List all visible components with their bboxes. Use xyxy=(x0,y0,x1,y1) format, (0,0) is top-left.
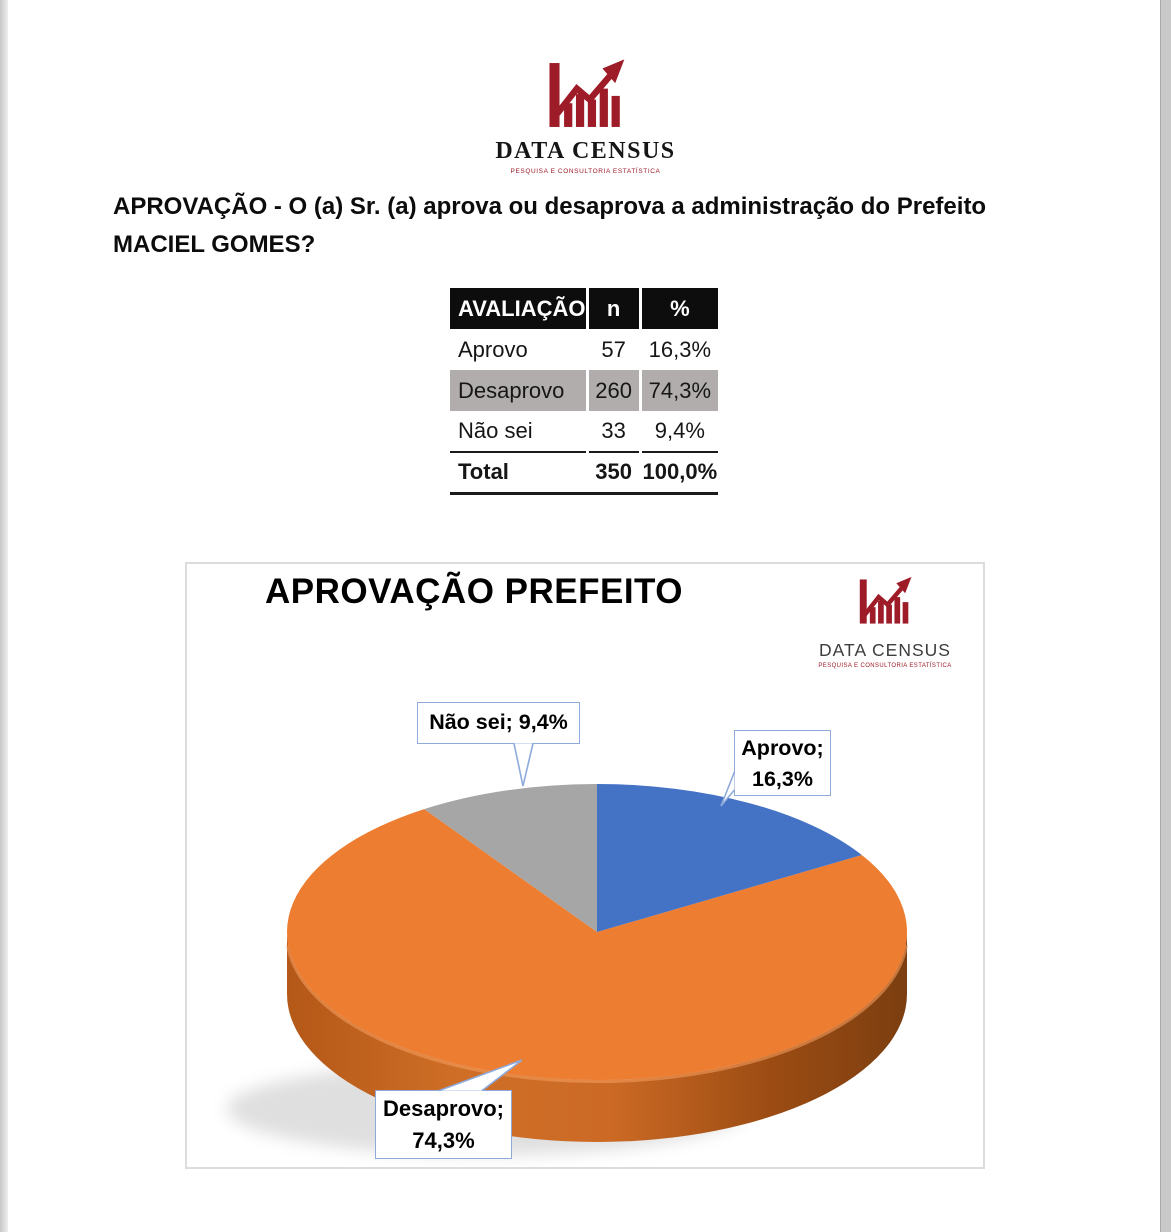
cell-label: Total xyxy=(450,452,587,493)
chart-panel xyxy=(185,562,985,1169)
brand-name: DATA CENSUS xyxy=(819,640,951,660)
cell-n: 350 xyxy=(587,452,640,493)
header-percent: % xyxy=(640,288,718,329)
bar-chart-arrow-icon xyxy=(426,55,746,140)
results-table xyxy=(450,288,718,495)
table-header-row xyxy=(450,288,718,329)
cell-n: 260 xyxy=(587,370,640,411)
brand-name: DATA CENSUS xyxy=(495,138,676,164)
brand-tagline: PESQUISA E CONSULTORIA ESTATÍSTICA xyxy=(818,663,952,669)
chart-title: APROVAÇÃO PREFEITO xyxy=(265,572,684,611)
page-edge-right xyxy=(1160,0,1171,1232)
cell-percent: 100,0% xyxy=(640,452,718,493)
cell-percent: 9,4% xyxy=(640,411,718,452)
callout-desaprovo-line2: 74,3% xyxy=(412,1128,475,1153)
cell-n: 33 xyxy=(587,411,640,452)
cell-label: Aprovo xyxy=(458,336,528,362)
survey-question-heading: APROVAÇÃO - O (a) Sr. (a) aprova ou desaprova a administração do Prefeito MACIEL GOMES? xyxy=(113,193,987,258)
cell-label: Desaprovo xyxy=(450,370,587,411)
callout-desaprovo xyxy=(375,1090,512,1159)
data-census-logo xyxy=(426,55,746,175)
callout-nao-sei-text: Não sei; 9,4% xyxy=(429,710,568,734)
cell-label: Não sei xyxy=(458,418,533,443)
callout-desaprovo-line1: Desaprovo; xyxy=(382,1096,505,1121)
table-row-aprovo xyxy=(450,329,718,370)
header-avaliacao: AVALIAÇÃO xyxy=(450,288,587,329)
table-row-nao-sei xyxy=(450,411,718,452)
callout-nao-sei xyxy=(417,702,580,744)
pie-chart xyxy=(187,564,983,1167)
header-n: n xyxy=(587,288,640,329)
callout-aprovo-line1: Aprovo; xyxy=(741,736,824,760)
page-edge-left xyxy=(0,0,8,1232)
callout-aprovo-line2: 16,3% xyxy=(752,767,813,791)
cell-percent: 16,3% xyxy=(640,329,718,370)
cell-n: 57 xyxy=(587,329,640,370)
table-row-desaprovo xyxy=(450,370,718,411)
callout-aprovo xyxy=(734,730,831,796)
cell-percent: 74,3% xyxy=(640,370,718,411)
table-row-total xyxy=(450,452,718,493)
brand-tagline: PESQUISA E CONSULTORIA ESTATÍSTICA xyxy=(510,168,661,175)
